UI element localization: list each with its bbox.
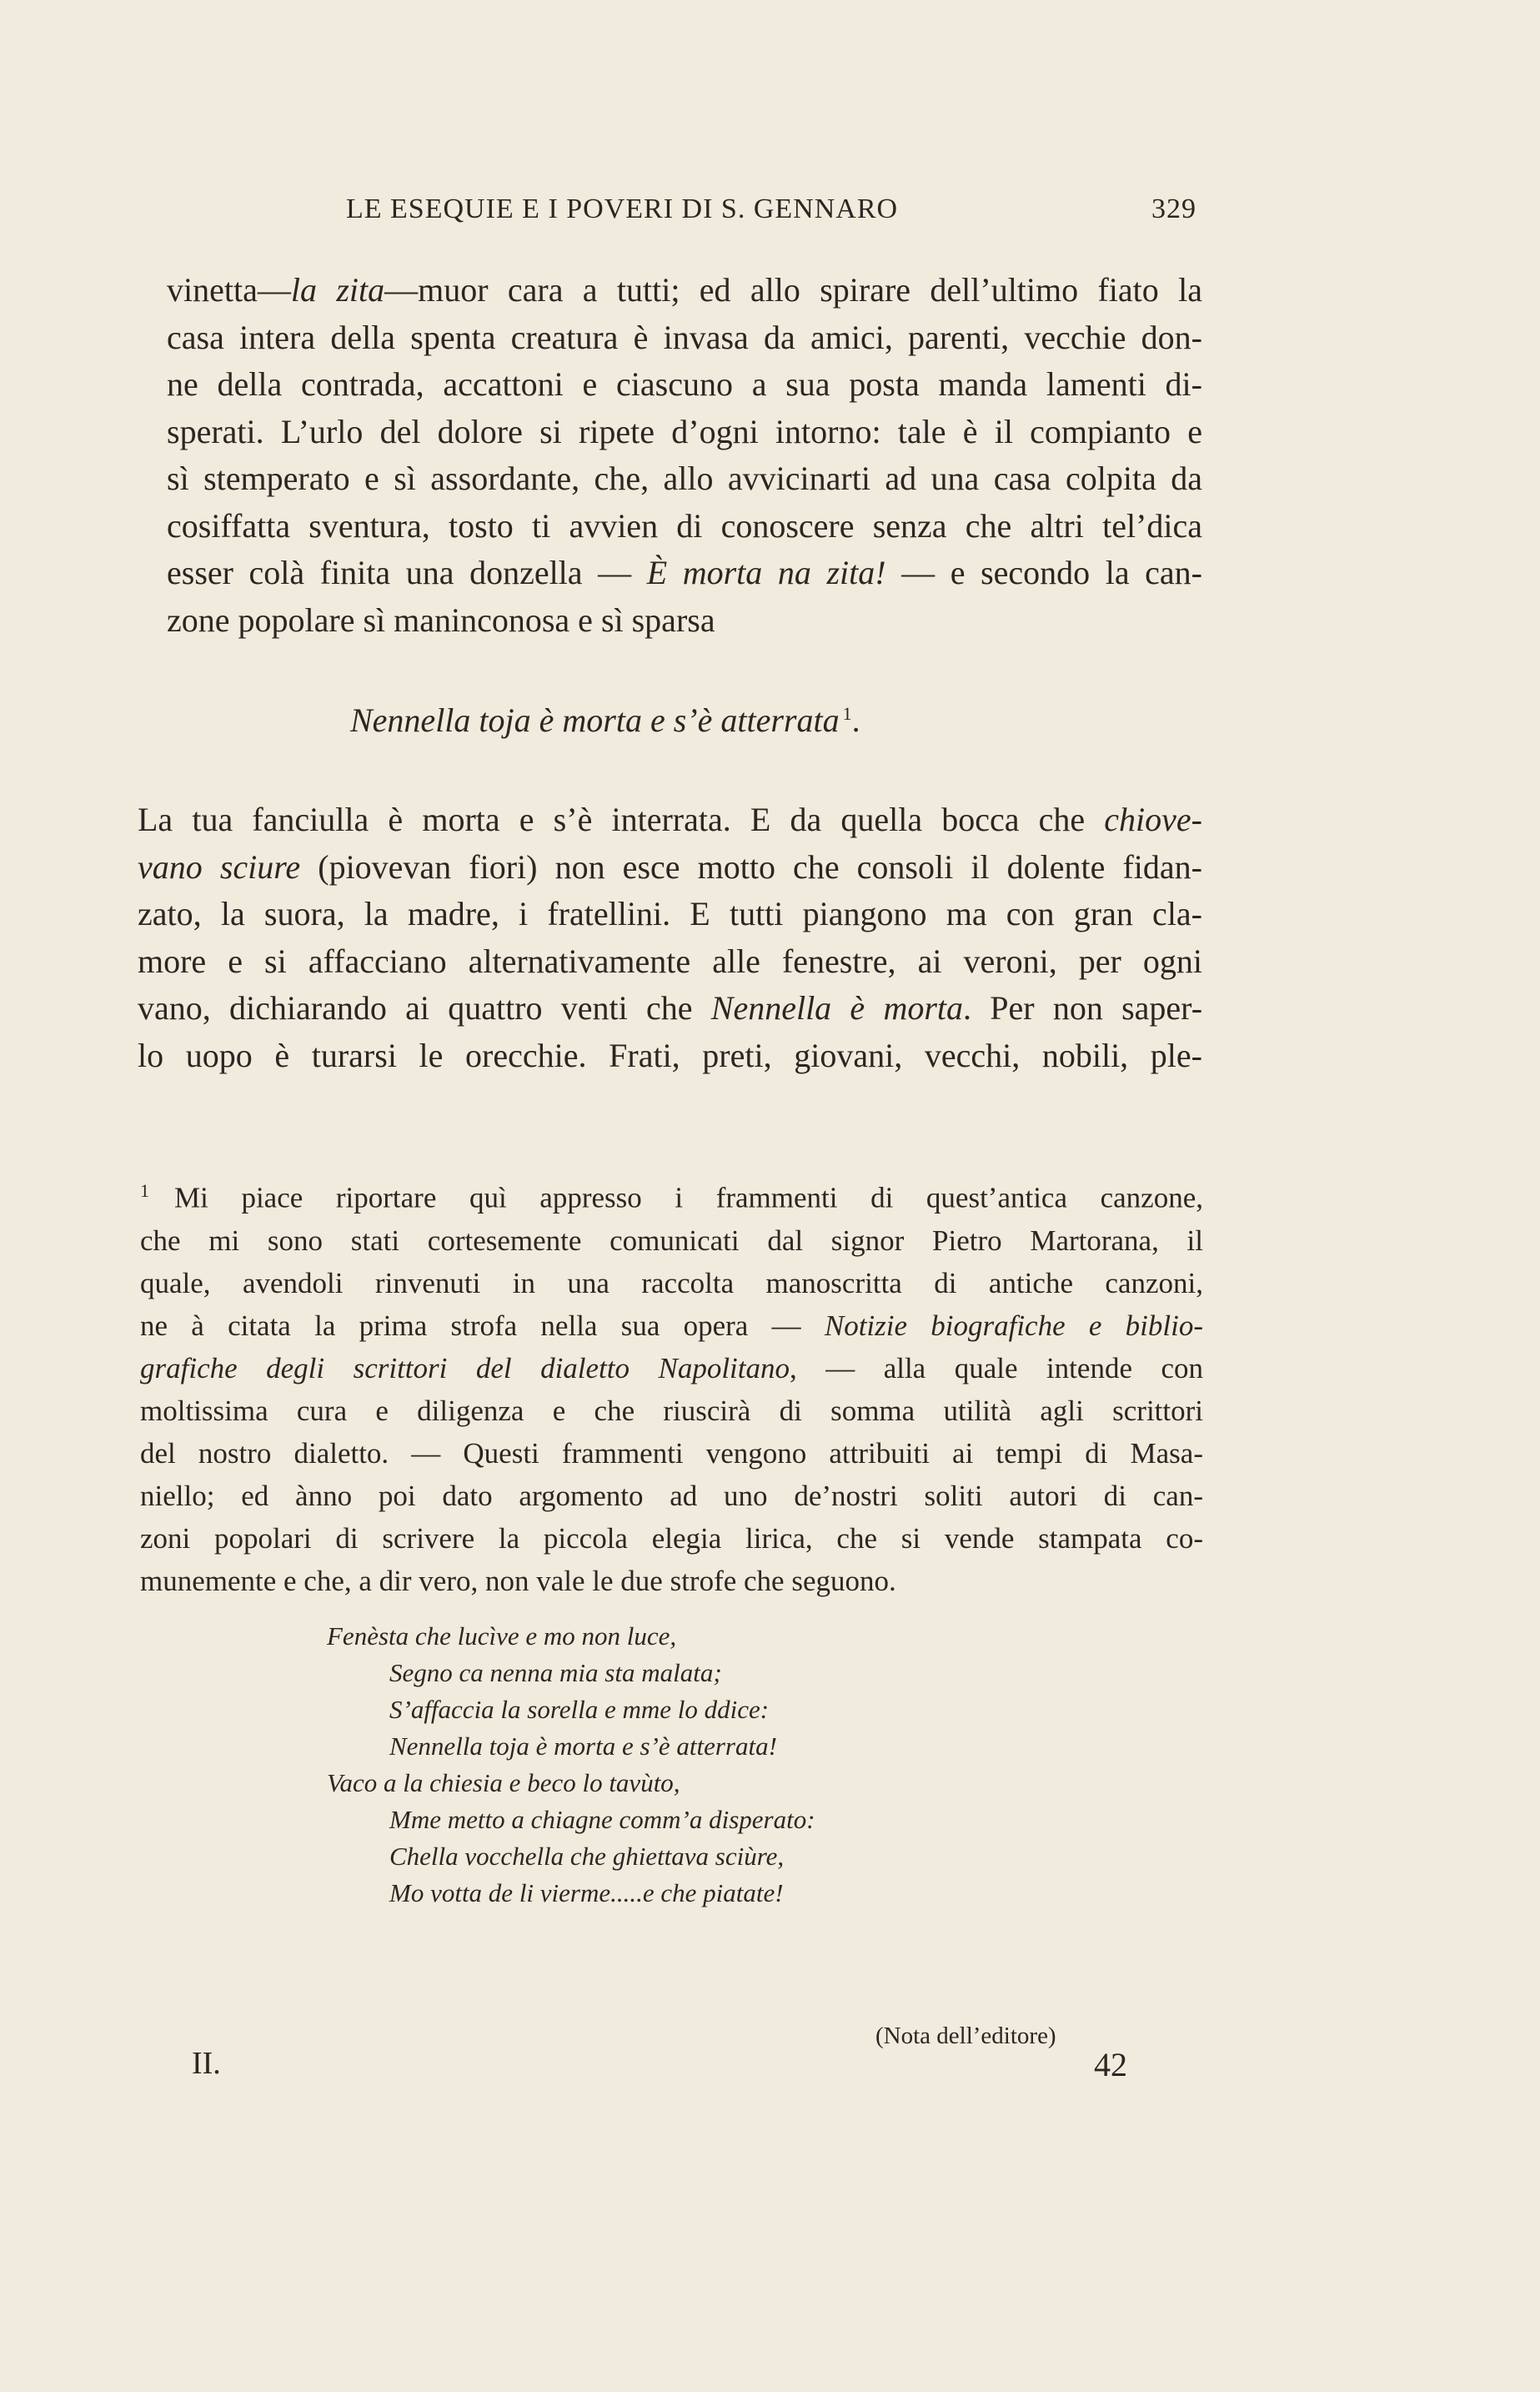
poem-line: Nennella toja è morta e s’è atterrata! (389, 1731, 777, 1761)
poem-line: Segno ca nenna mia sta malata; (389, 1658, 722, 1687)
text-line: sperati. L’urlo del dolore si ripete d’ogni intorno: tale è il compianto e (167, 412, 1202, 450)
text-line: vano sciure (piovevan fiori) non esce motto che consoli il dolente fidan- (138, 847, 1202, 886)
footnote-line: del nostro dialetto. — Questi frammenti vengono attribuiti ai tempi di Masa- (140, 1436, 1203, 1470)
text-line: casa intera della spenta creatura è invasa da amici, parenti, vecchie don- (167, 318, 1202, 356)
text-line: vano, dichiarando ai quattro venti che Nennella è morta. Per non saper- (138, 989, 1203, 1027)
text-line: vinetta—la zita—muor cara a tutti; ed allo spirare dell’ultimo fiato la (167, 271, 1202, 309)
poem-line: Vaco a la chiesia e beco lo tavùto, (327, 1768, 680, 1797)
poem-line: S’affaccia la sorella e mme lo ddice: (389, 1695, 770, 1724)
footnote-line: niello; ed ànno poi dato argomento ad uno de’nostri soliti autori di can- (140, 1479, 1203, 1512)
footnote-line: $^1$ Mi piace riportare quì appresso i frammenti di quest’antica canzone, (140, 1180, 1203, 1214)
running-header (346, 193, 1196, 235)
poem-line: Fenèsta che lucìve e mo non luce, (327, 1621, 677, 1651)
poem-line: Mme metto a chiagne comm’a disperato: (389, 1805, 815, 1834)
text-line: lo uopo è turarsi le orecchie. Frati, preti, giovani, vecchi, nobili, ple- (138, 1036, 1202, 1074)
footnote-line: grafiche degli scrittori del dialetto Napolitano, — alla quale intende con (140, 1351, 1203, 1384)
footnote (140, 1169, 1203, 1602)
poem-line: Chella vocchella che ghiettava sciùre, (389, 1842, 785, 1871)
footnote-line: zoni popolari di scrivere la piccola elegia lirica, che si vende stampata co- (140, 1521, 1203, 1555)
paragraph-2 (138, 796, 1202, 1079)
text-line: ne della contrada, accattoni e ciascuno a sua posta manda lamenti di- (167, 365, 1202, 403)
signature-number: 42 (1094, 2046, 1127, 2083)
footnote-line: quale, avendoli rinvenuti in una raccolta manoscritta di antiche canzoni, (140, 1266, 1203, 1299)
text-line: zato, la suora, la madre, i fratellini. E tutti piangono ma con gran cla- (138, 895, 1202, 932)
paragraph-1 (167, 267, 1202, 644)
text-line: esser colà finita una donzella — È morta na zita! — e secondo la can- (167, 554, 1202, 591)
footnote-line: ne à citata la prima strofa nella sua opera — Notizie biografiche e biblio- (140, 1309, 1203, 1342)
text-line: sì stemperato e sì assordante, che, allo avvicinarti ad una casa colpita da (167, 460, 1202, 497)
footnote-line: moltissima cura e diligenza e che riuscirà di somma utilità agli scrittori (140, 1394, 1203, 1427)
text-line: zone popolare sì maninconosa e sì sparsa (167, 601, 715, 639)
poem-line: Mo votta de li vierme.....e che piatate! (389, 1878, 784, 1907)
page-number: 329 (1151, 193, 1196, 224)
footnote-line: munemente e che, a dir vero, non vale le due strofe che seguono. (140, 1564, 896, 1597)
poem (327, 1618, 815, 1912)
editor-note: (Nota dell’editore) (875, 2023, 1056, 2049)
footnote-mark: 1 (140, 1180, 149, 1201)
footnote-line: che mi sono stati cortesemente comunicati dal signor Pietro Martorana, il (140, 1224, 1203, 1257)
footnote-reference: 1 (842, 702, 852, 724)
text-line: more e si affacciano alternativamente alle fenestre, ai veroni, per ogni (138, 942, 1202, 980)
signature-mark: II. (192, 2046, 221, 2081)
text-line: cosiffatta sventura, tosto ti avvien di conoscere senza che altri tel’dica (167, 506, 1202, 545)
running-title: LE ESEQUIE E I POVERI DI S. GENNARO (346, 193, 899, 224)
text-line: La tua fanciulla è morta e s’è interrata. E da quella bocca che chiove- (138, 801, 1202, 838)
quoted-verse: Nennella toja è morta e s’è atterrata $^1$. (350, 701, 860, 739)
